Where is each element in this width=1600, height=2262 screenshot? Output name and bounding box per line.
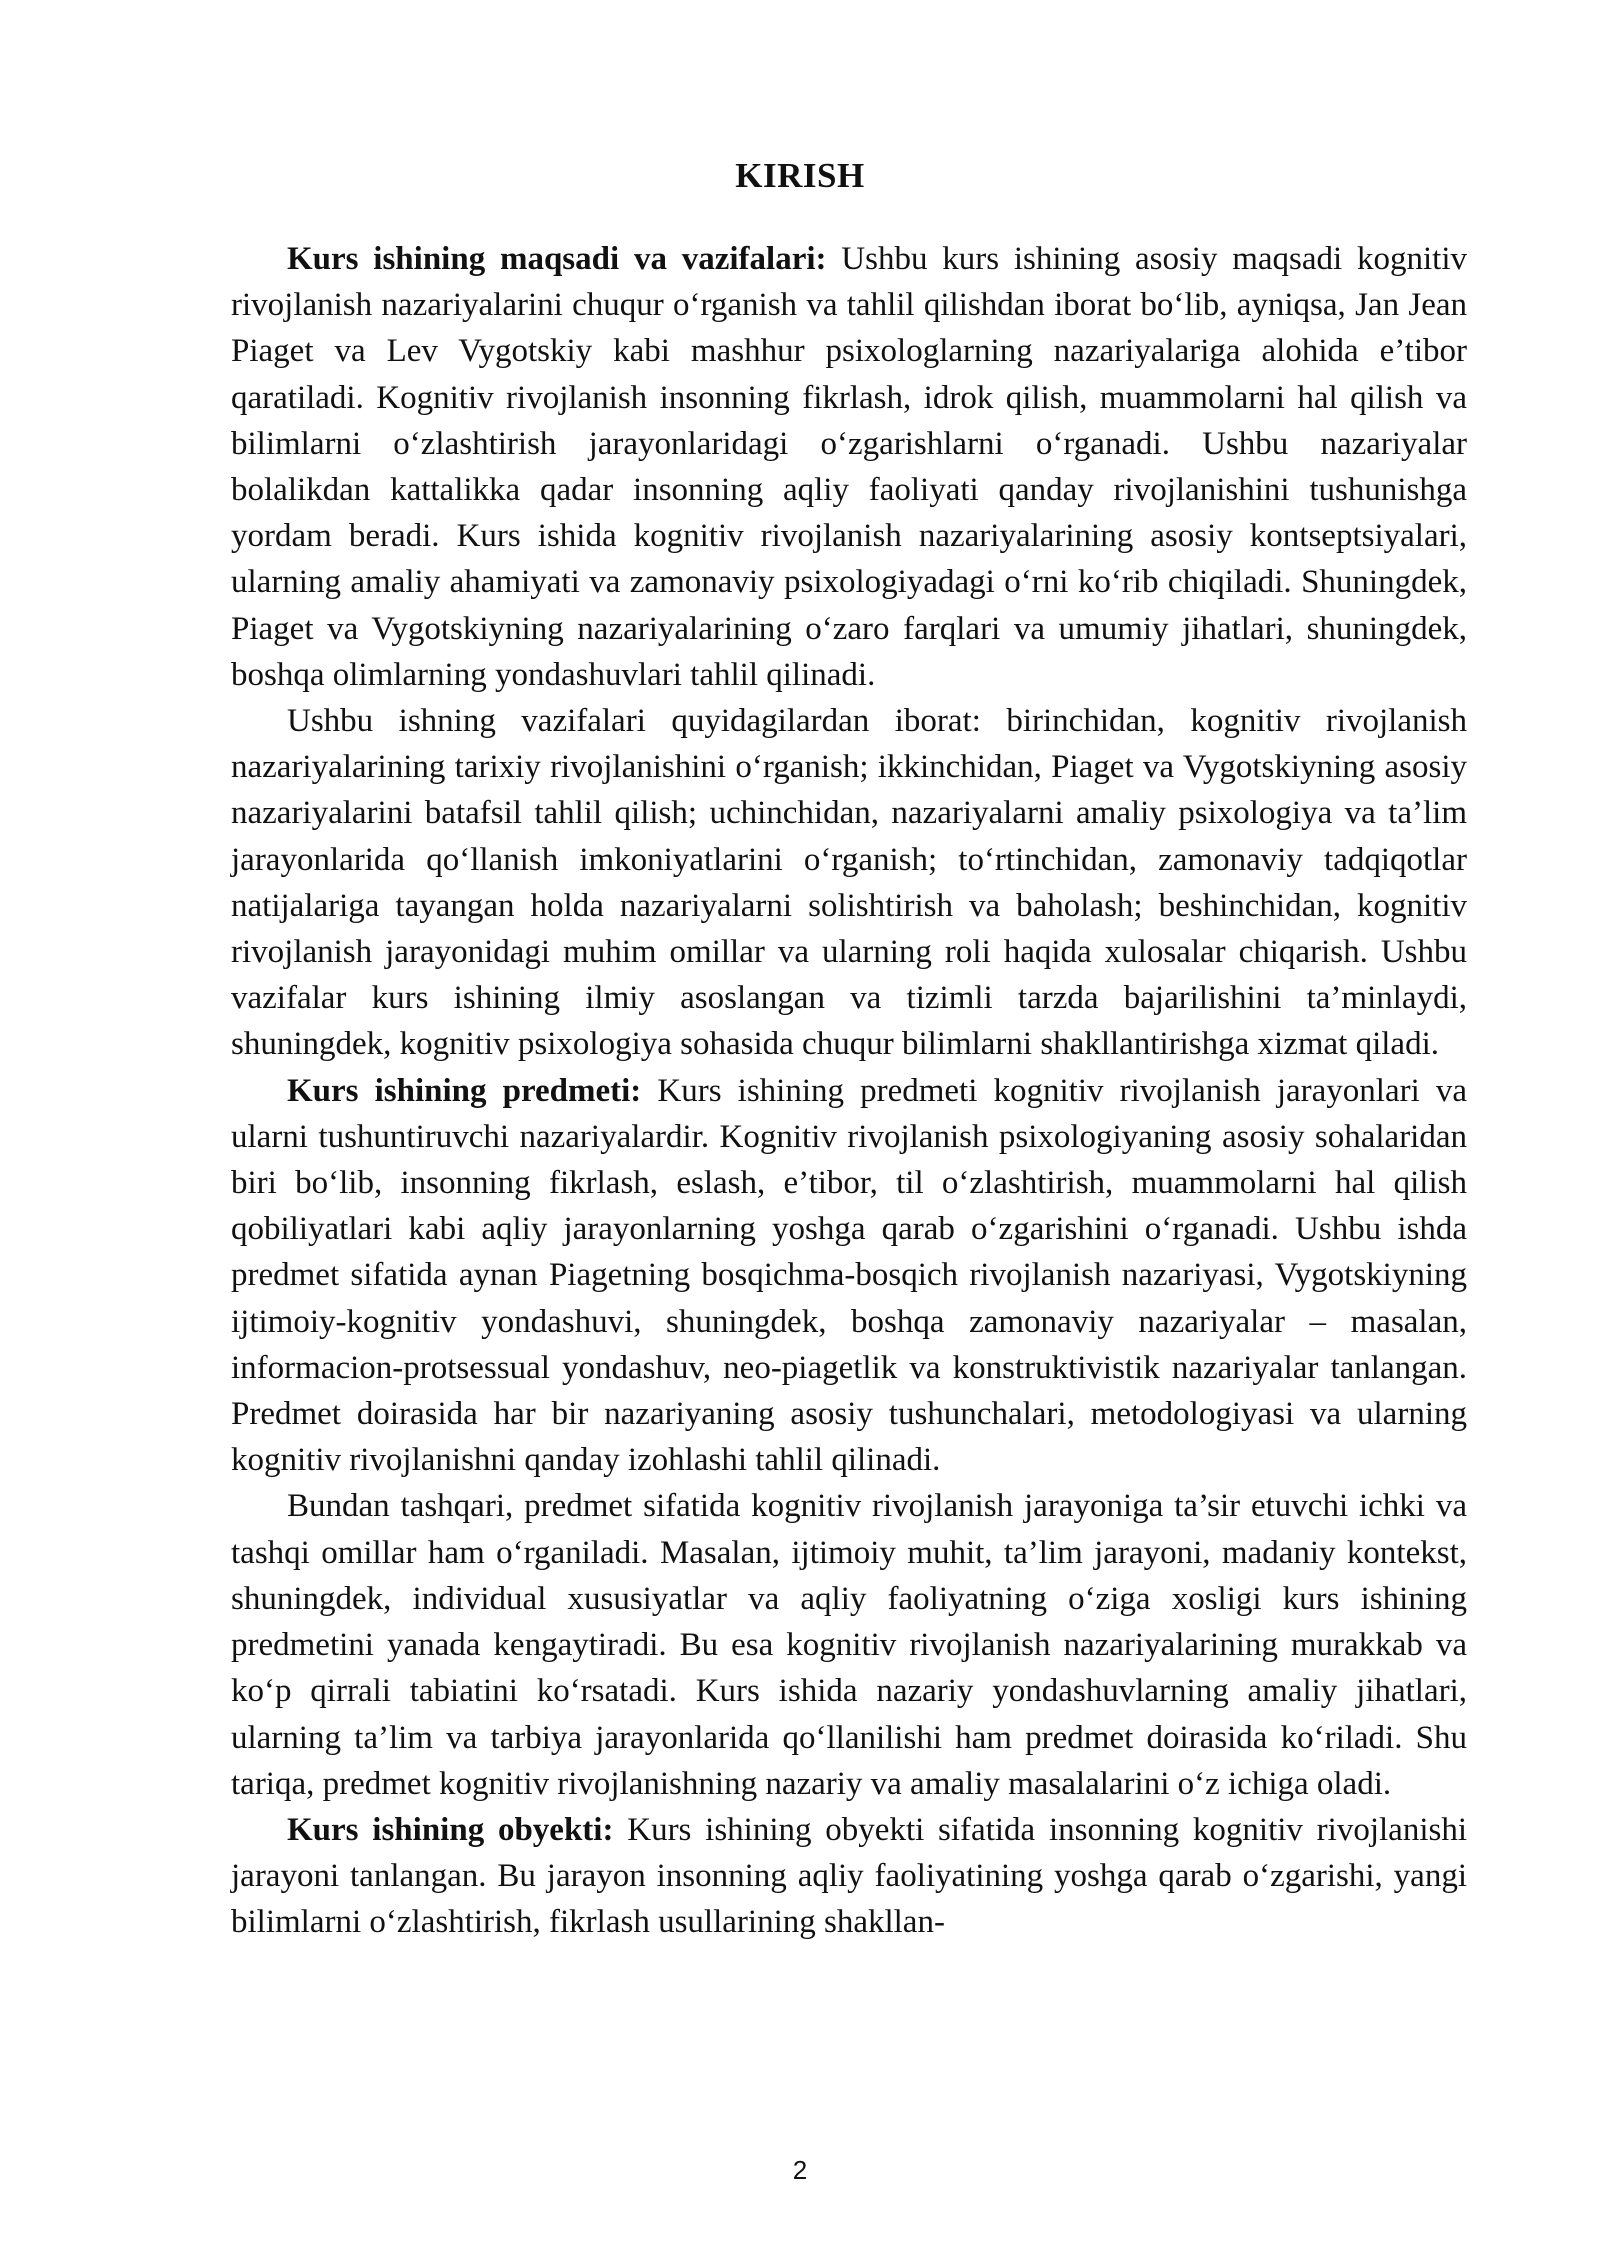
body-text (231, 236, 1467, 1946)
paragraph-lead: Kurs ishining maqsadi va vazifalari: (287, 241, 827, 277)
paragraph-subject (231, 1068, 1467, 1484)
page-number: 2 (792, 2155, 808, 2185)
paragraph-lead: Kurs ishining obyekti: (287, 1811, 614, 1848)
paragraph-text: Ushbu ishning vazifalari quyidagilardan iborat: birinchidan, kognitiv rivojlanish nazariyalarining tarixiy rivojlanishini o‘rganish; ikkinchidan, Piaget va Vygotskiyning asosiy nazariyalarini batafsil tahlil qilish; uchinchidan, nazariyalarni amaliy psixologiya va ta’lim jarayonlarida qo‘llanish imkoniyatlarini o‘rganish; to‘rtinchidan, zamonaviy tadqiqotlar natijalariga tayangan holda nazariyalarni solishtirish va baholash; beshinchidan, kognitiv rivojlanish jarayonidagi muhim omillar va ularning roli haqida xulosalar chiqarish. Ushbu vazifalar kurs ishining ilmiy asoslangan va tizimli tarzda bajarilishini ta’minlaydi, shuningdek, kognitiv psixologiya sohasida chuqur bilimlarni shakllantirishga xizmat qiladi. (231, 703, 1467, 1063)
paragraph-goals (231, 236, 1467, 698)
paragraph-subject-continued (231, 1483, 1467, 1806)
paragraph-text: Bundan tashqari, predmet sifatida kognitiv rivojlanish jarayoniga ta’sir etuvchi ichki va tashqi omillar ham o‘rganiladi. Masalan, ijtimoiy muhit, ta’lim jarayoni, madaniy kontekst, shuningdek, individual xususiyatlar va aqliy faoliyatning o‘ziga xosligi kurs ishining predmetini yanada kengaytiradi. Bu esa kognitiv rivojlanish nazariyalarining murakkab va ko‘p qirrali tabiatini ko‘rsatadi. Kurs ishida nazariy yondashuvlarning amaliy jihatlari, ularning ta’lim va tarbiya jarayonlarida qo‘llanilishi ham predmet doirasida ko‘riladi. Shu tariqa, predmet kognitiv rivojlanishning nazariy va amaliy masalalarini o‘z ichiga oladi. (231, 1488, 1467, 1802)
paragraph-tasks (231, 698, 1467, 1068)
paragraph-text: Ushbu kurs ishining asosiy maqsadi kognitiv rivojlanish nazariyalarini chuqur o‘rganish va tahlil qilishdan iborat bo‘lib, ayniqsa, Jan Jean Piaget va Lev Vygotskiy kabi mashhur psixologlarning nazariyalariga alohida e’tibor qaratiladi. Kognitiv rivojlanish insonning fikrlash, idrok qilish, muammolarni hal qilish va bilimlarni o‘zlashtirish jarayonlaridagi o‘zgarishlarni o‘rganadi. Ushbu nazariyalar bolalikdan kattalikka qadar insonning aqliy faoliyati qanday rivojlanishini tushunishga yordam beradi. Kurs ishida kognitiv rivojlanish nazariyalarining asosiy kontseptsiyalari, ularning amaliy ahamiyati va zamonaviy psixologiyadagi o‘rni ko‘rib chiqiladi. Shuningdek, Piaget va Vygotskiyning nazariyalarining o‘zaro farqlari va umumiy jihatlari, shuningdek, boshqa olimlarning yondashuvlari tahlil qilinadi. (231, 241, 1467, 693)
paragraph-text: Kurs ishining predmeti kognitiv rivojlanish jarayonlari va ularni tushuntiruvchi nazariyalardir. Kognitiv rivojlanish psixologiyaning asosiy sohalaridan biri bo‘lib, insonning fikrlash, eslash, e’tibor, til o‘zlashtirish, muammolarni hal qilish qobiliyatlari kabi aqliy jarayonlarning yoshga qarab o‘zgarishini o‘rganadi. Ushbu ishda predmet sifatida aynan Piagetning bosqichma-bosqich rivojlanish nazariyasi, Vygotskiyning ijtimoiy-kognitiv yondashuvi, shuningdek, boshqa zamonaviy nazariyalar – masalan, informacion-protsessual yondashuv, neo-piagetlik va konstruktivistik nazariyalar tanlangan. Predmet doirasida har bir nazariyaning asosiy tushunchalari, metodologiyasi va ularning kognitiv rivojlanishni qanday izohlashi tahlil qilinadi. (231, 1072, 1467, 1479)
page-title: KIRISH (735, 156, 865, 195)
paragraph-text: Kurs ishining obyekti sifatida insonning kognitiv rivojlanishi jarayoni tanlangan. Bu jarayon insonning aqliy faoliyatining yoshga qarab o‘zgarishi, yangi bilimlarni o‘zlashtirish, fikrlash usullarining shakllan- (231, 1811, 1467, 1941)
paragraph-object (231, 1807, 1467, 1946)
paragraph-lead: Kurs ishining predmeti: (287, 1072, 642, 1109)
